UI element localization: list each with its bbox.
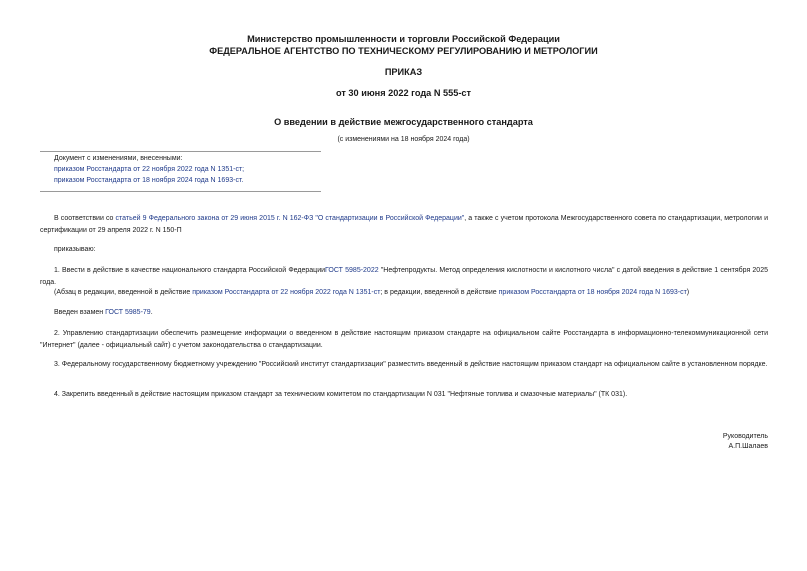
- edit-note-prefix: (Абзац в редакции, введенной в действие: [54, 289, 193, 296]
- gost-5985-79-link[interactable]: ГОСТ 5985-79: [105, 309, 151, 316]
- replacement-prefix: Введен взамен: [54, 309, 106, 316]
- item-1-paragraph: [40, 265, 768, 288]
- changes-note: (с изменениями на 18 ноября 2024 года): [337, 136, 470, 143]
- amendments-top-divider: [40, 151, 321, 152]
- item-1-prefix: 1. Ввести в действие в качестве национального стандарта Российской Федерации: [54, 267, 326, 274]
- preamble-suffix: , а также с учетом протокола Межгосударственного совета по стандартизации, метрологии и сертификации от 29 апреля 2022 г. N 150-П: [40, 215, 768, 234]
- signature-role: Руководитель: [722, 433, 768, 440]
- amendment-link-1[interactable]: приказом Росстандарта от 22 ноября 2022 года N 1351-ст;: [54, 166, 245, 173]
- document-type: ПРИКАЗ: [384, 67, 423, 77]
- ministry-name: Министерство промышленности и торговли Российской Федерации: [247, 34, 560, 44]
- amendments-label: Документ с изменениями, внесенными:: [54, 155, 183, 162]
- document-title: О введении в действие межгосударственного стандарта: [274, 117, 533, 127]
- item-2-paragraph: 2. Управлению стандартизации обеспечить размещение информации о введенном в действие настоящим приказом стандарте на официальном сайте Росстандарта в информационно-телекоммуникационной сети "Интернет" (далее - официальный сайт) с учетом законодательства о стандартизации.: [40, 330, 768, 349]
- edit-note-mid: ; в редакции, введенной в действие: [380, 289, 499, 296]
- gost-5985-2022-link[interactable]: ГОСТ 5985-2022: [325, 267, 379, 274]
- edit-note-link-1[interactable]: приказом Росстандарта от 22 ноября 2022 года N 1351-ст: [192, 289, 381, 296]
- edit-note-suffix: ): [686, 289, 690, 296]
- item-3-paragraph: 3. Федеральному государственному бюджетному учреждению "Российский институт стандартизации" разместить введенный в действие настоящим приказом стандарт на официальном сайте в установленном порядке.: [54, 361, 768, 368]
- preamble-prefix: В соответствии со: [54, 215, 116, 222]
- amendment-link-2[interactable]: приказом Росстандарта от 18 ноября 2024 года N 1693-ст.: [54, 177, 244, 184]
- edit-note-link-2[interactable]: приказом Росстандарта от 18 ноября 2024 года N 1693-ст: [498, 289, 687, 296]
- document-date-number: от 30 июня 2022 года N 555-ст: [335, 88, 472, 98]
- order-word: приказываю:: [54, 246, 96, 253]
- federal-law-link[interactable]: статьей 9 Федерального закона от 29 июня 2015 г. N 162-ФЗ "О стандартизации в Российской Федерации": [115, 215, 465, 222]
- replacement-suffix: .: [150, 309, 153, 316]
- item-1-suffix: "Нефтепродукты. Метод определения кислотности и кислотного числа" с датой введения в действие 1 сентября 2025 года.: [40, 267, 768, 286]
- preamble-paragraph: [40, 213, 768, 236]
- item-1-edit-note: [40, 287, 768, 299]
- agency-name: ФЕДЕРАЛЬНОЕ АГЕНТСТВО ПО ТЕХНИЧЕСКОМУ РЕГУЛИРОВАНИЮ И МЕТРОЛОГИИ: [209, 46, 598, 56]
- signature-name: А.П.Шалаев: [728, 443, 768, 450]
- amendments-bottom-divider: [40, 191, 321, 192]
- item-4-paragraph: 4. Закрепить введенный в действие настоящим приказом стандарт за техническим комитетом по стандартизации N 031 "Нефтяные топлива и смазочные материалы" (ТК 031).: [54, 391, 628, 398]
- replacement-paragraph: [40, 307, 768, 319]
